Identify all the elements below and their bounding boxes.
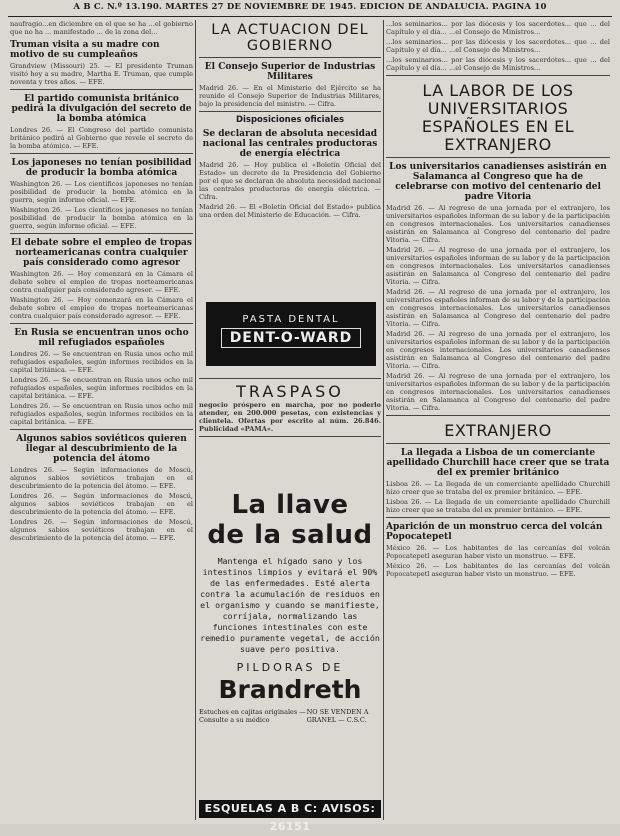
ad-title-line1: La llave (231, 490, 349, 520)
ad-brand-brandreth: Brandreth (218, 675, 362, 704)
column-right (386, 20, 610, 820)
headline-rusia-refugiados: En Rusia se encuentran unos ocho mil refugiados españoles (14, 328, 189, 348)
article-text: México 26. — Los habitantes de las cercanías del volcán Popocatepetl aseguran haber visto un monstruo. — EFE. (386, 562, 610, 578)
column-rule-right (383, 20, 384, 820)
article-text: México 26. — Los habitantes de las cercanías del volcán Popocatepetl aseguran haber visto un monstruo. — EFE. (386, 544, 610, 560)
article-text: Grandview (Missouri) 25. — El presidente Truman visitó hoy a su madre, Martha E. Truman, que cumple noventa y tres años. — EFE. (10, 62, 193, 86)
article-text: Londres 26. — Se encuentran en Rusia unos ocho mil refugiados españoles, según informes recibidos en la capital británica. — EFE. (10, 350, 193, 374)
article-text: Londres 26. — Se encuentran en Rusia unos ocho mil refugiados españoles, según informes recibidos en la capital británica. — EFE. (10, 402, 193, 426)
headline-disposiciones: Disposiciones oficiales (235, 115, 345, 125)
article-text: Madrid 26. — Al regreso de una jornada por el extranjero, los universitarios españoles informan de su labor y de la participación en congresos internacionales. Los universitarios canadienses asistirán en Salamanca al Congreso del centenario del padre Vitoria. — Cifra. (386, 330, 610, 370)
headline-universitarios-canadienses: Los universitarios canadienses asistirán en Salamanca al Congreso que ha de celebrarse con motivo del centenario del padre Vitoria (389, 162, 607, 202)
article-text: Washington 26. — Hoy comenzará en la Cámara el debate sobre el empleo de tropas norteamericanas contra cualquier país considerado agresor. — EFE. (10, 296, 193, 320)
ad-pildoras: PILDORAS DE (236, 661, 344, 674)
headline-churchill-lisboa: La llegada a Lisboa de un comerciante apellidado Churchill hace creer que se trata del ex premier británico (386, 448, 610, 478)
article-text: Madrid 26. — Hoy publica el «Boletín Oficial del Estado» un decreto de la Presidencia del Gobierno por el que se declaran de absoluta necesidad nacional las centrales productoras de energía eléctrica. — Cifra. (199, 161, 381, 201)
page-header: A B C. N.º 13.190. MARTES 27 DE NOVIEMBRE DE 1945. EDICION DE ANDALUCIA. PAGINA 10 (8, 2, 612, 17)
section-title-extranjero: EXTRANJERO (444, 421, 552, 440)
article-text: ...los seminarios... por las diócesis y los sacerdotes... que ... del Capítulo y el día... ...el Consejo de Ministros... (386, 38, 610, 54)
headline-partido-comunista: El partido comunista británico pedirá la divulgación del secreto de la bomba atómica (11, 94, 192, 124)
article-text: Lisboa 26. — La llegada de un comerciante apellidado Churchill hizo creer que se trataba del ex premier británico. — EFE. (386, 480, 610, 496)
ad-line: PASTA DENTAL (242, 314, 340, 325)
ad-footer (199, 708, 381, 724)
column-left (10, 20, 193, 820)
section-title-gobierno: LA ACTUACION DEL GOBIERNO (211, 22, 369, 54)
article-text: Madrid 26. — El «Boletín Oficial del Estado» publica una orden del Ministerio de Educación. — Cifra. (199, 203, 381, 219)
subheadline-energia: Se declaran de absoluta necesidad nacional las centrales productoras de energía eléctrica (202, 129, 378, 159)
article-text: Madrid 26. — Al regreso de una jornada por el extranjero, los universitarios españoles informan de su labor y de la participación en congresos internacionales. Los universitarios canadienses asistirán en Salamanca al Congreso del centenario del padre Vitoria. — Cifra. (386, 288, 610, 328)
article-text: Madrid 26. — Al regreso de una jornada por el extranjero, los universitarios españoles informan de su labor y de la participación en congresos internacionales. Los universitarios canadienses asistirán en Salamanca al Congreso del centenario del padre Vitoria. — Cifra. (386, 246, 610, 286)
article-text: Madrid 26. — En el Ministerio del Ejército se ha reunido el Consejo Superior de Industrias Militares, bajo la presidencia del ministro. — Cifra. (199, 84, 381, 108)
ad-footer-left: Estuches en cajitas originales — Consulte a su médico (199, 708, 306, 724)
section-title-universitarios: LA LABOR DE LOS UNIVERSITARIOS ESPAÑOLES EN EL EXTRANJERO (421, 81, 575, 154)
headline-japoneses: Los japoneses no tenían posibilidad de producir la bomba atómica (11, 158, 192, 178)
article-text: Washington 26. — Los científicos japoneses no tenían posibilidad de producir la bomba atómica en la guerra, según informe oficial. — EFE. (10, 180, 193, 204)
headline-debate-tropas: El debate sobre el empleo de tropas norteamericanas contra cualquier país considerado como agresor (11, 238, 192, 268)
article-text: Londres 26. — Según informaciones de Moscú, algunos sabios soviéticos trabajan en el descubrimiento de la potencia del átomo. — EFE. (10, 518, 193, 542)
headline-popocatepetl: Aparición de un monstruo cerca del volcán Popocatepetl (386, 522, 603, 542)
ad-body: Mantenga el hígado sano y los intestinos limpios y evitará el 90% de las enfermedades. Esté alerta contra la acumulación de residuos en el organismo y cuando se manifieste, corríjala, normalizando las funciones intestinales con este remedio puramente vegetal, de acción suave pero positiva. (200, 556, 380, 654)
classified-traspaso (199, 375, 381, 487)
column-rule-left (195, 20, 196, 820)
column-middle (199, 20, 381, 268)
headline-sabios-sovieticos: Algunos sabios soviéticos quieren llegar al descubrimiento de la potencia del átomo (16, 434, 187, 464)
article-text: Washington 26. — Los científicos japoneses no tenían posibilidad de producir la bomba atómica en la guerra, según informe oficial. — EFE. (10, 206, 193, 230)
article-text: Londres 26. — Según informaciones de Moscú, algunos sabios soviéticos trabajan en el descubrimiento de la potencia del átomo. — EFE. (10, 466, 193, 490)
article-text: Madrid 26. — Al regreso de una jornada por el extranjero, los universitarios españoles informan de su labor y de la participación en congresos internacionales. Los universitarios canadienses asistirán en Salamanca al Congreso del centenario del padre Vitoria. — Cifra. (386, 372, 610, 412)
article-text: Londres 26. — El Congreso del partido comunista británico pedirá al Gobierno que revele el secreto de la bomba atómica. — EFE. (10, 126, 193, 150)
traspaso-title: TRASPASO (236, 382, 344, 401)
traspaso-text: negocio próspero en marcha, por no poderlo atender, en 200.000 pesetas, con existencias y clientela. Ofertas por escrito al núm. 26.846. Publicidad «PAMA». (199, 401, 381, 433)
article-text: Madrid 26. — Al regreso de una jornada por el extranjero, los universitarios españoles informan de su labor y de la participación en congresos internacionales. Los universitarios canadienses asistirán en Salamanca al Congreso del centenario del padre Vitoria. — Cifra. (386, 204, 610, 244)
esquelas-banner: ESQUELAS A B C: AVISOS: 26151 (199, 800, 381, 818)
ad-footer-right: NO SE VENDEN A GRANEL — C.S.C. (306, 708, 369, 724)
article-text: naufragio...en diciembre en el que se ha ...el gobierno que no ha ... manifestado ... de la zona del... (10, 20, 193, 36)
article-text: Washington 26. — Hoy comenzará en la Cámara el debate sobre el empleo de tropas norteamericanas contra cualquier país considerado agresor. — EFE. (10, 270, 193, 294)
headline-consejo-industrias: El Consejo Superior de Industrias Militares (204, 62, 376, 82)
article-text: Lisboa 26. — La llegada de un comerciante apellidado Churchill hizo creer que se trataba del ex premier británico. — EFE. (386, 498, 610, 514)
article-text: Londres 26. — Según informaciones de Moscú, algunos sabios soviéticos trabajan en el descubrimiento de la potencia del átomo. — EFE. (10, 492, 193, 516)
ad-brand: DENT-O-WARD (221, 328, 362, 348)
advertisement-pasta-dental (206, 302, 376, 366)
advertisement-brandreth (199, 490, 381, 812)
article-text: ...los seminarios... por las diócesis y los sacerdotes... que ... del Capítulo y el día... ...el Consejo de Ministros... (386, 56, 610, 72)
article-text: ...los seminarios... por las diócesis y los sacerdotes... que ... del Capítulo y el día... ...el Consejo de Ministros... (386, 20, 610, 36)
ad-title-line2: de la salud (207, 520, 373, 550)
headline-truman: Truman visita a su madre con motivo de su cumpleaños (10, 40, 160, 60)
article-text: Londres 26. — Se encuentran en Rusia unos ocho mil refugiados españoles, según informes recibidos en la capital británica. — EFE. (10, 376, 193, 400)
